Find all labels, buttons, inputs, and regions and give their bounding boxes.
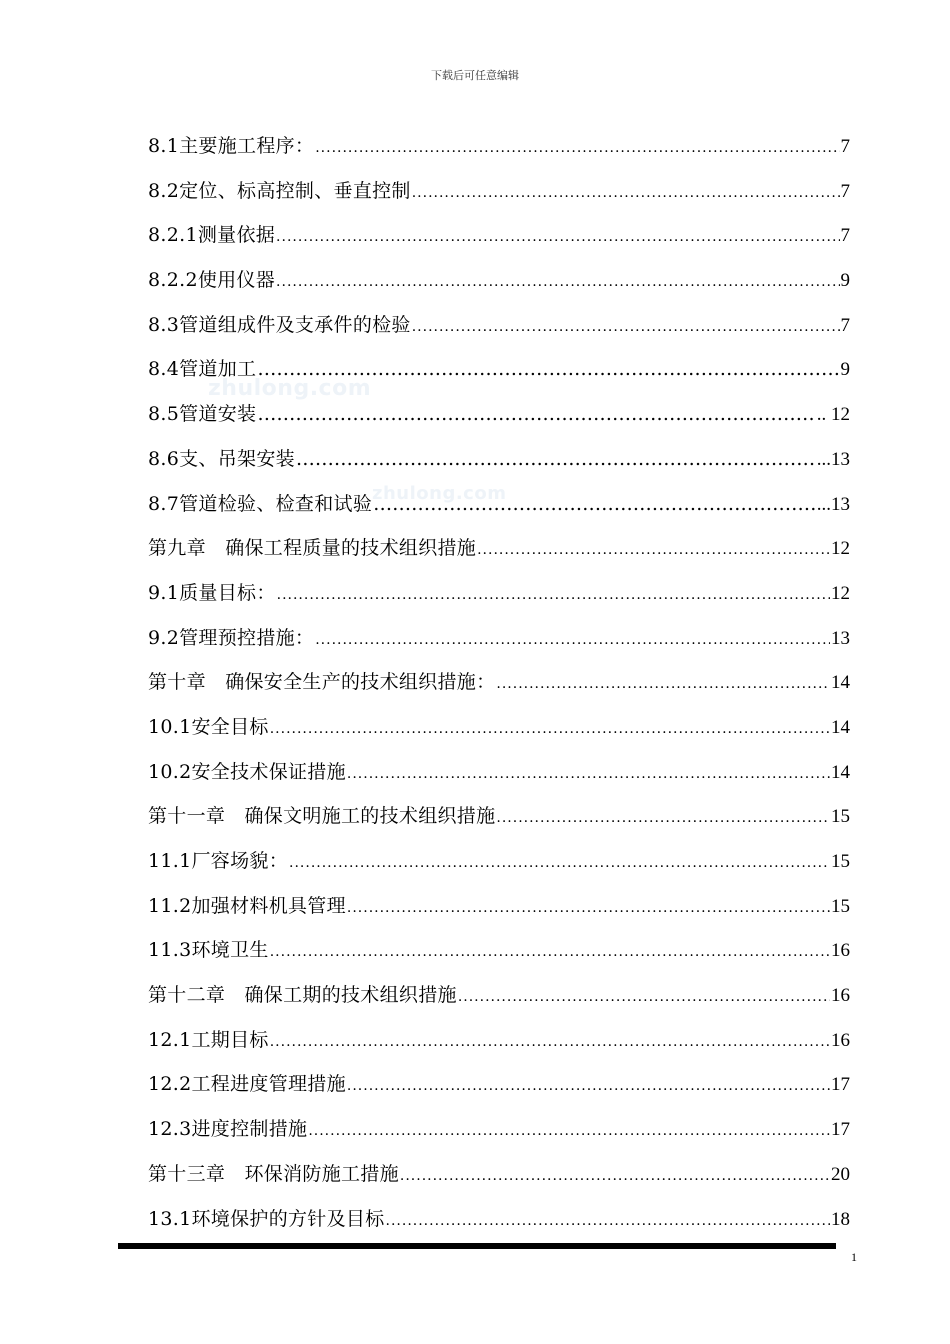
toc-entry[interactable] <box>148 482 850 527</box>
toc-entry-label: 12.1工期目标 <box>148 1028 269 1051</box>
toc-entry[interactable] <box>148 973 850 1018</box>
toc-entry-label: 8.6支、吊架安装 <box>148 447 295 470</box>
toc-leader-dots <box>257 347 839 392</box>
toc-leader-dots <box>315 126 839 171</box>
toc-entry-label: 第十章 确保安全生产的技术组织措施： <box>148 671 496 694</box>
toc-entry-page: 7 <box>840 225 850 247</box>
toc-entry-page: 9 <box>840 270 850 292</box>
toc-entry-page: 9 <box>840 359 850 381</box>
toc-entry[interactable] <box>148 124 850 169</box>
toc-entry[interactable] <box>148 750 850 795</box>
toc-leader-dots <box>308 1109 830 1154</box>
toc-entry-page: 7 <box>840 180 850 202</box>
toc-entry[interactable] <box>148 437 850 482</box>
toc-entry-page: 15 <box>831 851 850 872</box>
toc-leader-dots <box>347 886 830 931</box>
toc-entry-label: 第十三章 环保消防施工措施 <box>148 1162 399 1185</box>
toc-leader-dots <box>270 1020 830 1065</box>
toc-entry-label: 8.3管道组成件及支承件的检验 <box>148 313 411 336</box>
toc-entry-page: 20 <box>831 1163 850 1185</box>
toc-leader-dots <box>477 528 830 573</box>
toc-leader-dots <box>400 1154 830 1199</box>
header-note: 下载后可任意编辑 <box>431 69 519 82</box>
toc-entry-page: 16 <box>831 940 850 962</box>
toc-entry-label: 第十一章 确保文明施工的技术组织措施 <box>148 805 496 828</box>
toc-entry-page: ...13 <box>816 493 850 515</box>
toc-entry[interactable] <box>148 1062 850 1107</box>
toc-entry-label: 12.3进度控制措施 <box>148 1118 308 1141</box>
toc-leader-dots <box>296 437 816 482</box>
toc-leader-dots <box>277 573 830 618</box>
toc-leader-dots <box>257 392 815 437</box>
toc-entry-label: 9.2管理预控措施： <box>148 626 315 649</box>
toc-leader-dots <box>373 482 816 527</box>
toc-entry[interactable] <box>148 884 850 929</box>
toc-entry-label: 9.1质量目标： <box>148 581 276 604</box>
toc-entry-page: 14 <box>831 761 850 783</box>
toc-leader-dots <box>315 618 830 663</box>
toc-entry-label: 10.2安全技术保证措施 <box>148 760 346 783</box>
toc-leader-dots <box>270 707 830 752</box>
toc-entry-label: 8.2.1测量依据 <box>148 224 276 247</box>
toc-entry-page: .. 12 <box>816 404 850 426</box>
toc-entry[interactable] <box>148 303 850 348</box>
toc-entry-label: 8.1主要施工程序： <box>148 135 315 157</box>
toc-leader-dots <box>289 841 830 886</box>
toc-leader-dots <box>276 215 839 260</box>
toc-entry-label: 8.2定位、标高控制、垂直控制 <box>148 179 411 202</box>
toc-entry-page: 16 <box>831 985 850 1007</box>
toc-entry-page: 12 <box>831 582 850 604</box>
table-of-contents <box>148 124 850 1241</box>
footer-rule <box>118 1243 836 1249</box>
toc-entry[interactable] <box>148 1152 850 1197</box>
toc-entry[interactable] <box>148 1018 850 1063</box>
toc-leader-dots <box>496 796 830 841</box>
toc-entry-page: 17 <box>831 1119 850 1141</box>
page-number: 1 <box>851 1250 857 1264</box>
watermark: zhulong.com <box>208 376 372 401</box>
toc-entry-label: 8.5管道安装 <box>148 403 257 426</box>
toc-entry-page: 15 <box>831 895 850 917</box>
toc-entry-label: 11.2加强材料机具管理 <box>148 894 346 917</box>
toc-entry-label: 第十二章 确保工期的技术组织措施 <box>148 984 457 1007</box>
toc-entry-label: 8.4管道加工 <box>148 358 257 381</box>
toc-entry-label: 8.7管道检验、检查和试验 <box>148 492 373 515</box>
toc-entry[interactable] <box>148 616 850 661</box>
toc-entry-page: 14 <box>831 672 850 694</box>
toc-entry-page: 7 <box>840 314 850 336</box>
toc-entry[interactable] <box>148 392 850 437</box>
toc-entry-page: 18 <box>831 1208 850 1230</box>
toc-entry-label: 12.2工程进度管理措施 <box>148 1073 346 1096</box>
toc-entry[interactable] <box>148 347 850 392</box>
toc-entry-label: 第九章 确保工程质量的技术组织措施 <box>148 537 477 560</box>
toc-leader-dots <box>386 1199 830 1244</box>
toc-entry-page: 7 <box>840 136 850 157</box>
toc-entry[interactable] <box>148 258 850 303</box>
toc-entry[interactable] <box>148 1107 850 1152</box>
toc-entry[interactable] <box>148 928 850 973</box>
toc-entry[interactable] <box>148 526 850 571</box>
toc-entry-label: 11.3环境卫生 <box>148 939 269 962</box>
toc-entry-page: 12 <box>831 538 850 560</box>
toc-entry-page: 16 <box>831 1029 850 1051</box>
toc-leader-dots <box>496 662 830 707</box>
toc-leader-dots <box>347 1064 830 1109</box>
toc-leader-dots <box>412 171 840 216</box>
toc-entry[interactable] <box>148 705 850 750</box>
toc-entry-label: 10.1安全目标 <box>148 715 269 738</box>
toc-entry-label: 11.1厂容场貌： <box>148 850 289 872</box>
toc-entry[interactable] <box>148 571 850 616</box>
toc-entry[interactable] <box>148 213 850 258</box>
toc-entry[interactable] <box>148 1197 850 1242</box>
toc-leader-dots <box>347 752 830 797</box>
toc-entry[interactable] <box>148 839 850 884</box>
toc-entry[interactable] <box>148 169 850 214</box>
toc-entry-label: 8.2.2使用仪器 <box>148 269 276 292</box>
toc-leader-dots <box>276 260 839 305</box>
watermark: zhulong.com <box>372 483 507 504</box>
toc-entry-page: 15 <box>831 806 850 828</box>
toc-entry-page: 17 <box>831 1074 850 1096</box>
toc-leader-dots <box>412 305 840 350</box>
toc-entry-page: 13 <box>831 627 850 649</box>
toc-entry-label: 13.1环境保护的方针及目标 <box>148 1207 385 1230</box>
toc-entry-page: 14 <box>831 716 850 738</box>
toc-leader-dots <box>270 930 830 975</box>
toc-entry-page: ...13 <box>816 448 850 470</box>
toc-leader-dots <box>458 975 830 1020</box>
toc-entry[interactable] <box>148 660 850 705</box>
toc-entry[interactable] <box>148 794 850 839</box>
